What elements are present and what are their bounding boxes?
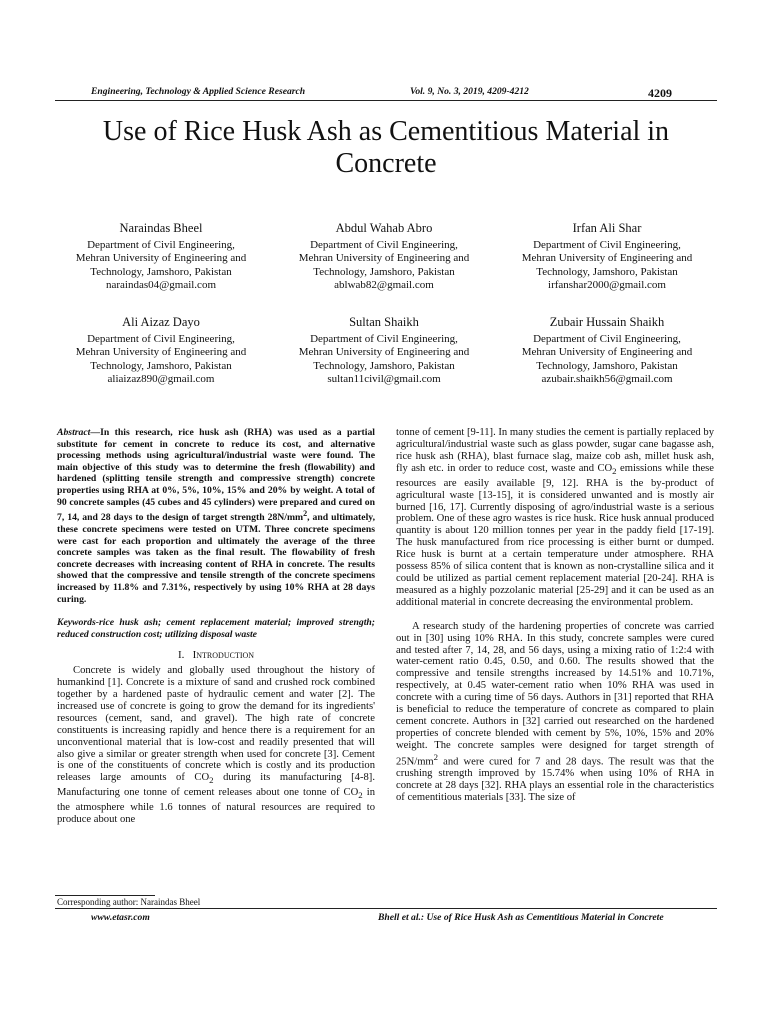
author-email: ablwab82@gmail.com — [334, 279, 434, 292]
volume-info: Vol. 9, No. 3, 2019, 4209-4212 — [410, 86, 529, 97]
author-dept: Department of Civil Engineering, — [533, 238, 681, 251]
author-dept: Department of Civil Engineering, — [533, 332, 681, 345]
author-uni: Mehran University of Engineering and — [298, 346, 470, 359]
author-uni: Mehran University of Engineering and — [75, 346, 247, 359]
author-loc: Technology, Jamshoro, Pakistan — [313, 265, 455, 278]
intro-paragraph — [57, 665, 375, 826]
author-loc: Technology, Jamshoro, Pakistan — [536, 359, 678, 372]
left-column — [57, 427, 375, 826]
body-paragraph — [396, 427, 714, 609]
body-paragraph — [396, 621, 714, 804]
author-email: irfanshar2000@gmail.com — [548, 279, 666, 292]
author-loc: Technology, Jamshoro, Pakistan — [90, 359, 232, 372]
author-dept: Department of Civil Engineering, — [310, 238, 458, 251]
author-loc: Technology, Jamshoro, Pakistan — [536, 265, 678, 278]
abstract-text-cont: , and ultimately, these concrete specimens were tested on UTM. Three concrete specimens were cast for each proportion and ultimately the average of the three concrete samples was taken as the final result. The flowability of fresh concrete decreases with increasing content of RHA in concrete. The results showed that the compressive and tensile strength of the concrete specimens increased by 11.8% and 7.31%, respectively by using 10% RHA at 28 days curing. — [57, 512, 375, 605]
author-block — [51, 222, 271, 293]
author-dept: Department of Civil Engineering, — [310, 332, 458, 345]
author-uni: Mehran University of Engineering and — [75, 252, 247, 265]
author-uni: Mehran University of Engineering and — [298, 252, 470, 265]
author-loc: Technology, Jamshoro, Pakistan — [90, 265, 232, 278]
author-email: azubair.shaikh56@gmail.com — [541, 373, 673, 386]
author-loc: Technology, Jamshoro, Pakistan — [313, 359, 455, 372]
paper-title: Use of Rice Husk Ash as Cementitious Material in Concrete — [102, 116, 670, 179]
right-column — [396, 427, 714, 804]
section-title: Introduction — [192, 649, 255, 662]
author-block — [274, 316, 494, 387]
author-email: aliaizaz890@gmail.com — [107, 373, 215, 386]
body-text: emissions while these resources are easily available [9, 12]. RHA is the by-product of agricultural waste [13-15], it is considered unwanted and is mostly air burned [16, 17]. Currently disposing of agro/industrial waste is a serious problem. One of these agro wastes is rice husk. Rice husk annual produced quantity is about 120 million tonnes per year in the paddy field [17-19]. The husk manufactured from rice processing is either burnt or dumped. Rice husk is burnt at a certain temperature under atmosphere. RHA possess 85% of silica content that is known as non-crystalline silica and it could be utilized as partial cement replacement material [20-24]. RHA is measured as a highly pozzolanic material [25-29] and it can be used as an additional material in concrete decreasing the environmental problem. — [396, 462, 714, 608]
superscript: 2 — [433, 751, 439, 762]
journal-name: Engineering, Technology & Applied Science Research — [91, 86, 306, 97]
author-dept: Department of Civil Engineering, — [87, 238, 235, 251]
author-block — [274, 222, 494, 293]
subscript: 2 — [612, 465, 617, 476]
section-heading — [57, 650, 375, 662]
abstract-text: —In this research, rice husk ash (RHA) was used as a partial substitute for cement in concrete to reduce its cost, and alternative processing methods using agricultural/industrial waste were found. The main objective of this study was to determine the fresh (flowability) and hardened (splitting tensile strength and compressive strength) concrete properties using RHA at 0%, 5%, 10%, 15% and 20% by weight. A total of 90 concrete samples (45 cubes and 45 cylinders) were prepared and cured on 7, 14, and 28 days to the design of target strength 28N/mm — [57, 427, 375, 524]
footer-site: www.etasr.com — [91, 912, 150, 923]
abstract — [57, 427, 375, 605]
author-name: Abdul Wahab Abro — [335, 221, 433, 235]
subscript: 2 — [358, 790, 363, 801]
footer-citation: Bhell et al.: Use of Rice Husk Ash as Cementitious Material in Concrete — [378, 912, 664, 923]
author-email: sultan11civil@gmail.com — [327, 373, 441, 386]
intro-text: Concrete is widely and globally used throughout the history of humankind [1]. Concrete is a mixture of sand and crushed rock combined together by a hardened paste of hydraulic cement and water [2]. The increased use of concrete is going to grow the demand for its ingredients' resources (cement, sand, and gravel). The high rate of concrete constituents is increasing rapidly and hence there is a requirement for an unconventional material that is low-cost and readily presented that will also give a similar or greater strength when used for concrete [3]. Cement is one of the constituents of concrete which is costly and its production releases large amounts of CO — [57, 665, 375, 784]
subscript: 2 — [209, 775, 214, 786]
corresponding-author: Corresponding author: Naraindas Bheel — [57, 897, 201, 907]
body-text: and were cured for 7 and 28 days. The result was that the crushing strength improved by 15.74% when using 10% of RHA in concrete at 28 days [32]. RHA plays an essential role in the characteristics of cementitious materials [33]. The size of — [396, 756, 714, 803]
superscript: 2 — [303, 509, 308, 519]
body-text: tonne of cement [9-11]. In many studies the cement is partially replaced by agricultural/industrial waste such as glass powder, sugar cane bagasse ash, rice husk ash (RHA), blast furnace slag, maize cob ash, millet husk ash, fly ash etc. in order to reduce cost, waste and CO — [396, 427, 714, 474]
author-name: Zubair Hussain Shaikh — [549, 315, 665, 329]
author-block — [497, 222, 717, 293]
author-name: Irfan Ali Shar — [572, 221, 642, 235]
footnote-rule — [55, 895, 155, 896]
author-block — [51, 316, 271, 387]
abstract-label: Abstract — [57, 427, 91, 438]
page-number: 4209 — [648, 86, 672, 100]
keywords: Keywords-rice husk ash; cement replacement material; improved strength; reduced construction cost; utilizing disposal waste — [57, 617, 375, 640]
intro-text: during its manufacturing [4-8]. Manufacturing one tonne of cement releases about one tonne of CO — [57, 772, 375, 799]
author-name: Naraindas Bheel — [119, 221, 203, 235]
author-email: naraindas04@gmail.com — [105, 279, 217, 292]
author-uni: Mehran University of Engineering and — [521, 346, 693, 359]
header-rule — [55, 100, 717, 101]
author-dept: Department of Civil Engineering, — [87, 332, 235, 345]
author-name: Ali Aizaz Dayo — [122, 315, 200, 329]
author-uni: Mehran University of Engineering and — [521, 252, 693, 265]
section-number: I. — [177, 649, 185, 662]
intro-text: in the atmosphere while 1.6 tonnes of natural resources are required to produce about one — [57, 787, 375, 826]
author-name: Sultan Shaikh — [349, 315, 419, 329]
author-block — [497, 316, 717, 387]
body-text: A research study of the hardening properties of concrete was carried out in [30] using 10% RHA. In this study, concrete samples were cured and tested after 7, 14, 28, and 56 days, using a mixing ratio of 1:2:4 with water-cement ratio 0.45, 0.50, and 0.60. The results showed that the compressive and tensile strengths increased by 14.51% and 10.71%, respectively, at 0.45 water-cement ratio when 10% RHA was used in concrete with a curing time of 56 days. Authors in [31] reported that RHA is beneficial to reduce the temperature of concrete as compared to plain cement concrete. Authors in [32] carried out researched on the hardened properties of concrete blended with cement by 5%, 10%, 15% and 20% weight. The concrete samples were designed for target strength of 25N/mm — [396, 620, 714, 768]
footer-rule — [55, 908, 717, 909]
